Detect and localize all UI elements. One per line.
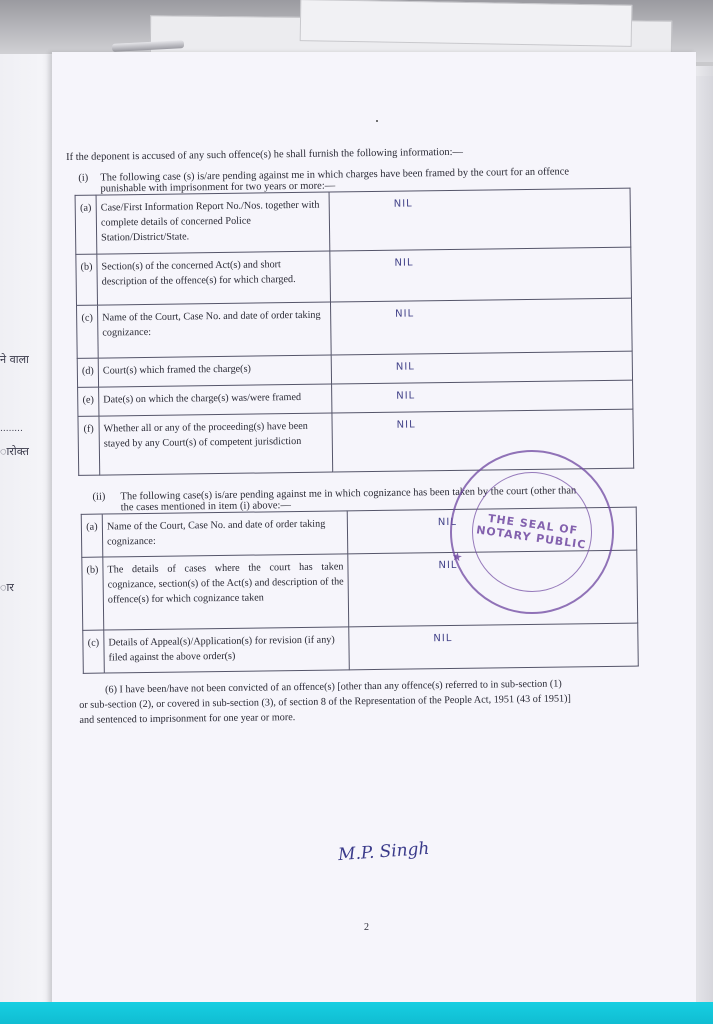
handwritten-value: NIL <box>394 257 414 269</box>
row-value <box>332 380 633 413</box>
section-i-line1: The following case (s) is/are pending against me in which charges have been framed by the court for an offence <box>100 166 570 184</box>
table-row <box>76 247 632 305</box>
scan-bottom-band <box>0 1002 713 1024</box>
row-label: Date(s) on which the charge(s) was/were framed <box>99 384 332 416</box>
handwritten-value: NIL <box>395 308 415 320</box>
row-index: (b) <box>76 254 98 305</box>
row-index: (f) <box>78 416 100 475</box>
row-value <box>329 188 631 251</box>
row-value <box>330 247 632 302</box>
paragraph-6 <box>73 677 640 729</box>
star-icon: ★ <box>450 549 464 565</box>
table-row <box>77 298 633 358</box>
left-page-text: ारोक्त <box>0 445 29 458</box>
handwritten-value: NIL <box>437 516 457 529</box>
left-page-text: ार <box>0 581 14 594</box>
seal-text: THE SEAL OF NOTARY PUBLIC <box>475 511 588 552</box>
row-label: The details of cases where the court has taken cognizance, section(s) of the Act(s) and description of the offence(s) for which cognizance taken <box>103 554 349 630</box>
row-label: Court(s) which framed the charge(s) <box>98 355 331 387</box>
left-page-text: ने वाला <box>0 353 29 366</box>
handwritten-value: NIL <box>395 361 415 373</box>
row-index: (e) <box>78 387 99 416</box>
row-label: Case/First Information Report No./Nos. together with complete details of concerned Police Station/District/State. <box>96 192 330 254</box>
row-value <box>332 409 634 472</box>
document-page <box>52 52 696 1010</box>
row-label: Name of the Court, Case No. and date of order taking cognizance: <box>102 511 348 557</box>
paragraph-6-line1: (6) I have been/have not been convicted of an offence(s) [other than any offence(s) referred to in sub-section (1) <box>104 678 562 696</box>
row-index: (b) <box>82 557 104 630</box>
row-index: (d) <box>77 358 98 387</box>
paragraph-6-line2: or sub-section (2), or covered in sub-section (3), of section 8 of the Representation of the People Act, 1951 (43 of 1951)] <box>79 693 571 711</box>
left-page <box>0 54 60 1004</box>
section-ii-line2: the cases mentioned in item (i) above:— <box>120 500 292 514</box>
handwritten-value: NIL <box>393 198 413 210</box>
handwritten-value: NIL <box>396 419 416 431</box>
signature: M.P. Singh <box>337 838 431 866</box>
row-index: (a) <box>75 195 97 254</box>
left-page-text: ........ <box>0 424 23 434</box>
row-index: (c) <box>83 630 105 673</box>
paragraph-6-line3: and sentenced to imprisonment for one year or more. <box>79 711 296 726</box>
row-index: (c) <box>77 305 99 358</box>
row-label: Details of Appeal(s)/Application(s) for revision (if any) filed against the above order(s) <box>104 627 350 673</box>
page-content <box>66 144 673 728</box>
row-label: Whether all or any of the proceeding(s) have been stayed by any Court(s) of competent jurisdiction <box>99 413 333 475</box>
table-row <box>75 188 631 254</box>
row-value <box>331 351 632 384</box>
section-i-number: (i) <box>78 172 89 184</box>
paper-stack-edge <box>300 0 633 47</box>
table-row <box>83 623 639 673</box>
speck <box>376 120 378 122</box>
handwritten-value: NIL <box>438 559 458 572</box>
section-i-line2: punishable with imprisonment for two years or more:— <box>100 180 336 195</box>
row-label: Name of the Court, Case No. and date of order taking cognizance: <box>98 302 332 358</box>
row-label: Section(s) of the concerned Act(s) and short description of the offence(s) for which charged. <box>97 251 331 305</box>
intro-text: If the deponent is accused of any such offence(s) he shall furnish the following information:— <box>66 146 464 163</box>
row-value <box>330 298 632 355</box>
page-number: 2 <box>364 922 369 933</box>
row-index: (a) <box>81 514 103 557</box>
handwritten-value: NIL <box>433 632 453 645</box>
section-ii-line1: The following case(s) is/are pending against me in which cognizance has been taken by the court (other than <box>120 485 577 503</box>
section-ii-number: (ii) <box>92 491 106 503</box>
row-value <box>349 623 639 670</box>
handwritten-value: NIL <box>396 390 416 402</box>
section-i-table <box>75 188 635 476</box>
